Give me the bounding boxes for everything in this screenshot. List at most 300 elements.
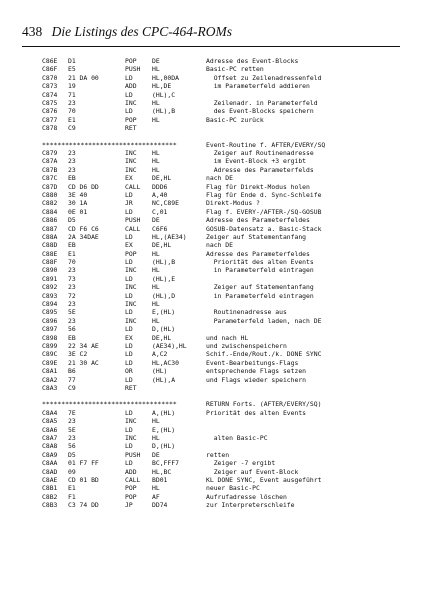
page-header xyxy=(22,24,397,44)
operands: HL xyxy=(152,266,160,275)
comment: nach DE xyxy=(206,174,233,183)
mnemonic: EX xyxy=(125,333,133,342)
comment: Offset zu Zeilenadressenfeld xyxy=(206,73,322,82)
operands: HL,00DA xyxy=(152,73,179,82)
comment: Flag für Direkt-Modus holen xyxy=(206,182,310,191)
mnemonic: LD xyxy=(125,190,133,199)
opcode-bytes: EB xyxy=(68,333,76,342)
address: C86E xyxy=(42,57,58,65)
mnemonic: POP xyxy=(125,484,137,493)
operands: HL xyxy=(152,65,160,74)
address: C8A2 xyxy=(42,375,58,384)
mnemonic: EX xyxy=(125,174,133,183)
listing-line xyxy=(42,334,412,342)
operands: HL,AC30 xyxy=(152,358,179,367)
listing-line xyxy=(42,409,412,417)
operands: DE xyxy=(152,450,160,459)
address: C891 xyxy=(42,274,58,283)
mnemonic: INC xyxy=(125,157,137,166)
operands: AF xyxy=(152,492,160,501)
address: C87D xyxy=(42,182,58,191)
listing-block xyxy=(42,57,412,133)
address: C89C xyxy=(42,350,58,359)
page-number: 438 xyxy=(22,24,43,39)
header-rule xyxy=(22,46,400,47)
comment: Zeiger auf Statementanfang xyxy=(206,232,307,241)
operands: DDD6 xyxy=(152,182,168,191)
listing-line xyxy=(42,82,412,90)
listing-line xyxy=(42,484,412,492)
address: *********************************** xyxy=(42,140,177,149)
address: *********************************** xyxy=(42,400,177,409)
mnemonic: LD xyxy=(125,207,133,216)
address: C899 xyxy=(42,341,58,350)
opcode-bytes: 23 xyxy=(68,417,76,426)
comment: in Parameterfeld eintragen xyxy=(206,291,314,300)
comment: im Event-Block +3 ergibt xyxy=(206,157,307,166)
opcode-bytes: E1 xyxy=(68,484,76,493)
address: C878 xyxy=(42,124,58,133)
listing-line xyxy=(42,99,412,107)
opcode-bytes: C9 xyxy=(68,383,76,392)
operands: (AE34),HL xyxy=(152,341,187,350)
address: C879 xyxy=(42,149,58,157)
operands: (HL),D xyxy=(152,291,176,300)
opcode-bytes: 56 xyxy=(68,325,76,334)
address: C88F xyxy=(42,258,58,267)
address: C890 xyxy=(42,266,58,275)
mnemonic: RET xyxy=(125,124,137,133)
opcode-bytes: CD 01 BD xyxy=(68,475,99,484)
operands: E,(HL) xyxy=(152,425,176,434)
operands: HL xyxy=(152,157,160,166)
address: C896 xyxy=(42,316,58,325)
listing-line xyxy=(42,493,412,501)
mnemonic: POP xyxy=(125,115,137,124)
opcode-bytes: 77 xyxy=(68,375,76,384)
address: C87B xyxy=(42,165,58,174)
listing-line xyxy=(42,426,412,434)
mnemonic: CALL xyxy=(125,475,141,484)
comment: Zeiger auf Statementanfang xyxy=(206,283,314,292)
comment: Basic-PC zurück xyxy=(206,115,264,124)
mnemonic: POP xyxy=(125,249,137,258)
mnemonic: LD xyxy=(125,73,133,82)
listing-line xyxy=(42,417,412,425)
address: C882 xyxy=(42,199,58,208)
listing-line xyxy=(42,124,412,132)
mnemonic: OR xyxy=(125,367,133,376)
mnemonic: LD xyxy=(125,107,133,116)
opcode-bytes: 73 xyxy=(68,274,76,283)
comment: KL DONE SYNC, Event ausgeführt xyxy=(206,475,322,484)
address: C86F xyxy=(42,65,58,74)
mnemonic: INC xyxy=(125,300,137,309)
address: C8A3 xyxy=(42,383,58,392)
address: C87A xyxy=(42,157,58,166)
mnemonic: INC xyxy=(125,316,137,325)
opcode-bytes: 21 30 AC xyxy=(68,358,99,367)
opcode-bytes: 56 xyxy=(68,442,76,451)
listing-line xyxy=(42,57,412,65)
operands: HL xyxy=(152,484,160,493)
listing-line xyxy=(42,266,412,274)
opcode-bytes: EB xyxy=(68,174,76,183)
listing-line xyxy=(42,292,412,300)
operands: HL xyxy=(152,98,160,107)
operands: DE,HL xyxy=(152,174,172,183)
listing-line xyxy=(42,275,412,283)
operands: DE,HL xyxy=(152,333,172,342)
address: C8A4 xyxy=(42,408,58,417)
mnemonic: LD xyxy=(125,459,133,468)
listing-line xyxy=(42,149,412,157)
mnemonic: LD xyxy=(125,325,133,334)
listing-line xyxy=(42,241,412,249)
mnemonic: EX xyxy=(125,241,133,250)
operands: HL xyxy=(152,417,160,426)
opcode-bytes: 7E xyxy=(68,408,76,417)
operands: (HL),E xyxy=(152,274,176,283)
mnemonic: ADD xyxy=(125,82,137,91)
address: C880 xyxy=(42,190,58,199)
operands: A,(HL) xyxy=(152,408,176,417)
comment: Flag für Ende d. Sync-Schleife xyxy=(206,190,322,199)
mnemonic: LD xyxy=(125,90,133,99)
mnemonic: LD xyxy=(125,274,133,283)
mnemonic: LD xyxy=(125,232,133,241)
mnemonic: LD xyxy=(125,358,133,367)
operands: DE xyxy=(152,57,160,65)
comment: Flag f. EVERY-/AFTER-/SQ-GOSUB xyxy=(206,207,322,216)
opcode-bytes: 5E xyxy=(68,425,76,434)
mnemonic: ADD xyxy=(125,467,137,476)
operands: A,40 xyxy=(152,190,168,199)
address: C884 xyxy=(42,207,58,216)
opcode-bytes: 23 xyxy=(68,98,76,107)
operands: D,(HL) xyxy=(152,442,176,451)
listing-line xyxy=(42,225,412,233)
comment: Basic-PC retten xyxy=(206,65,264,74)
comment: im Parameterfeld addieren xyxy=(206,82,310,91)
mnemonic: CALL xyxy=(125,224,141,233)
address: C8AA xyxy=(42,459,58,468)
operands: HL xyxy=(152,115,160,124)
opcode-bytes: 71 xyxy=(68,90,76,99)
operands: A,C2 xyxy=(152,350,168,359)
address: C887 xyxy=(42,224,58,233)
address: C870 xyxy=(42,73,58,82)
listing-line xyxy=(42,258,412,266)
listing-line xyxy=(42,166,412,174)
listing-line xyxy=(42,208,412,216)
listing-line xyxy=(42,501,412,509)
operands: DD74 xyxy=(152,501,168,510)
listing-line xyxy=(42,107,412,115)
address: C8A5 xyxy=(42,417,58,426)
address: C877 xyxy=(42,115,58,124)
listing-line xyxy=(42,157,412,165)
opcode-bytes: 09 xyxy=(68,467,76,476)
listing-line xyxy=(42,476,412,484)
operands: DE,HL xyxy=(152,241,172,250)
mnemonic: RET xyxy=(125,383,137,392)
opcode-bytes: 01 F7 FF xyxy=(68,459,99,468)
listing-line xyxy=(42,141,412,149)
address: C898 xyxy=(42,333,58,342)
comment: RETURN Forts. (AFTER/EVERY/SQ) xyxy=(206,400,322,409)
listing-line xyxy=(42,367,412,375)
comment: retten xyxy=(206,450,230,459)
opcode-bytes: CD D6 DD xyxy=(68,182,99,191)
operands: (HL),B xyxy=(152,258,176,267)
operands: HL xyxy=(152,316,160,325)
listing-block xyxy=(42,141,412,393)
operands: HL xyxy=(152,249,160,258)
comment: Aufrufadresse löschen xyxy=(206,492,287,501)
operands: DE xyxy=(152,216,160,225)
comment: in Parameterfeld eintragen xyxy=(206,266,314,275)
mnemonic: LD xyxy=(125,425,133,434)
opcode-bytes: 3E 40 xyxy=(68,190,88,199)
address: C88A xyxy=(42,232,58,241)
opcode-bytes: B6 xyxy=(68,367,76,376)
listing-line xyxy=(42,384,412,392)
comment: entsprechende Flags setzen xyxy=(206,367,307,376)
listing-line xyxy=(42,459,412,467)
listing-line xyxy=(42,74,412,82)
listing-line xyxy=(42,283,412,291)
mnemonic: LD xyxy=(125,291,133,300)
comment: Adresse des Parameterfelds xyxy=(206,165,314,174)
operands: BC,FFF7 xyxy=(152,459,179,468)
opcode-bytes: 23 xyxy=(68,266,76,275)
address: C876 xyxy=(42,107,58,116)
mnemonic: LD xyxy=(125,350,133,359)
operands: HL xyxy=(152,283,160,292)
comment: nach DE xyxy=(206,241,233,250)
operands: HL,BC xyxy=(152,467,172,476)
comment: des Event-Blocks speichern xyxy=(206,107,314,116)
opcode-bytes: 21 DA 00 xyxy=(68,73,99,82)
operands: C6F6 xyxy=(152,224,168,233)
comment: Priorität des alten Events xyxy=(206,408,307,417)
listing-line xyxy=(42,342,412,350)
address: C8B3 xyxy=(42,501,58,510)
mnemonic: INC xyxy=(125,149,137,157)
address: C897 xyxy=(42,325,58,334)
mnemonic: INC xyxy=(125,417,137,426)
opcode-bytes: E1 xyxy=(68,115,76,124)
operands: HL xyxy=(152,149,160,157)
operands: HL xyxy=(152,300,160,309)
opcode-bytes: 30 1A xyxy=(68,199,88,208)
listing-line xyxy=(42,468,412,476)
address: C8A6 xyxy=(42,425,58,434)
address: C8B1 xyxy=(42,484,58,493)
mnemonic: INC xyxy=(125,266,137,275)
opcode-bytes: CD F6 C6 xyxy=(68,224,99,233)
opcode-bytes: 2A 34DAE xyxy=(68,232,99,241)
comment: Adresse des Parameterfeldes xyxy=(206,249,310,258)
mnemonic: INC xyxy=(125,283,137,292)
operands: HL,(AE34) xyxy=(152,232,187,241)
operands: C,01 xyxy=(152,207,168,216)
listing-line xyxy=(42,442,412,450)
listing-line xyxy=(42,434,412,442)
address: C8B2 xyxy=(42,492,58,501)
operands: (HL),B xyxy=(152,107,176,116)
address: C88D xyxy=(42,241,58,250)
opcode-bytes: EB xyxy=(68,241,76,250)
opcode-bytes: 23 xyxy=(68,283,76,292)
opcode-bytes: E5 xyxy=(68,65,76,74)
opcode-bytes: 23 xyxy=(68,316,76,325)
listing-line xyxy=(42,400,412,408)
comment: und nach HL xyxy=(206,333,249,342)
mnemonic: INC xyxy=(125,165,137,174)
opcode-bytes: 70 xyxy=(68,107,76,116)
opcode-bytes: 3E C2 xyxy=(68,350,88,359)
comment: Adresse des Event-Blocks xyxy=(206,57,299,65)
comment: neuer Basic-PC xyxy=(206,484,260,493)
address: C87C xyxy=(42,174,58,183)
opcode-bytes: 72 xyxy=(68,291,76,300)
listing-line xyxy=(42,233,412,241)
comment: Event-Bearbeitungs-Flags xyxy=(206,358,299,367)
comment: und Flags wieder speichern xyxy=(206,375,307,384)
comment: Priorität des alten Events xyxy=(206,258,314,267)
operands: HL,DE xyxy=(152,82,172,91)
address: C873 xyxy=(42,82,58,91)
address: C8A9 xyxy=(42,450,58,459)
opcode-bytes: D1 xyxy=(68,57,76,65)
listing-line xyxy=(42,91,412,99)
opcode-bytes: F1 xyxy=(68,492,76,501)
operands: (HL),A xyxy=(152,375,176,384)
address: C892 xyxy=(42,283,58,292)
mnemonic: POP xyxy=(125,57,137,65)
mnemonic: PUSH xyxy=(125,65,141,74)
opcode-bytes: 5E xyxy=(68,308,76,317)
opcode-bytes: E1 xyxy=(68,249,76,258)
mnemonic: CALL xyxy=(125,182,141,191)
mnemonic: JR xyxy=(125,199,133,208)
mnemonic: INC xyxy=(125,433,137,442)
listing-line xyxy=(42,250,412,258)
comment: zur Interpreterschleife xyxy=(206,501,295,510)
mnemonic: LD xyxy=(125,308,133,317)
opcode-bytes: C9 xyxy=(68,124,76,133)
address: C8AD xyxy=(42,467,58,476)
comment: alten Basic-PC xyxy=(206,433,268,442)
comment: Zeiger auf Routinenadresse xyxy=(206,149,314,157)
address: C875 xyxy=(42,98,58,107)
comment: Event-Routine f. AFTER/EVERY/SQ xyxy=(206,140,326,149)
comment: und zwischenspeichern xyxy=(206,341,287,350)
address: C88E xyxy=(42,249,58,258)
assembly-listing xyxy=(42,57,412,518)
listing-line xyxy=(42,359,412,367)
listing-line xyxy=(42,199,412,207)
opcode-bytes: 0E 01 xyxy=(68,207,88,216)
operands: BD01 xyxy=(152,475,168,484)
opcode-bytes: 22 34 AE xyxy=(68,341,99,350)
opcode-bytes: 19 xyxy=(68,82,76,91)
listing-line xyxy=(42,65,412,73)
listing-line xyxy=(42,216,412,224)
operands: E,(HL) xyxy=(152,308,176,317)
mnemonic: PUSH xyxy=(125,216,141,225)
mnemonic: LD xyxy=(125,442,133,451)
opcode-bytes: C3 74 DD xyxy=(68,501,99,510)
listing-line xyxy=(42,174,412,182)
address: C8AE xyxy=(42,475,58,484)
mnemonic: LD xyxy=(125,408,133,417)
operands: NC,C89E xyxy=(152,199,179,208)
listing-line xyxy=(42,183,412,191)
address: C894 xyxy=(42,300,58,309)
comment: Zeilenadr. in Parameterfeld xyxy=(206,98,318,107)
comment: Parameterfeld laden, nach DE xyxy=(206,316,322,325)
mnemonic: LD xyxy=(125,341,133,350)
comment: Routinenadresse aus xyxy=(206,308,287,317)
listing-line xyxy=(42,350,412,358)
opcode-bytes: 70 xyxy=(68,258,76,267)
address: C8A8 xyxy=(42,442,58,451)
mnemonic: LD xyxy=(125,258,133,267)
mnemonic: JP xyxy=(125,501,133,510)
comment: Schif.-Ende/Rout./k. DONE SYNC xyxy=(206,350,322,359)
listing-line xyxy=(42,376,412,384)
comment: Zeiger -7 ergibt xyxy=(206,459,276,468)
opcode-bytes: 23 xyxy=(68,149,76,157)
operands: (HL) xyxy=(152,367,168,376)
address: C893 xyxy=(42,291,58,300)
address: C8A7 xyxy=(42,433,58,442)
opcode-bytes: 23 xyxy=(68,300,76,309)
comment: GOSUB-Datensatz a. Basic-Stack xyxy=(206,224,322,233)
comment: Zeiger auf Event-Block xyxy=(206,467,299,476)
listing-line xyxy=(42,116,412,124)
listing-line xyxy=(42,300,412,308)
address: C8A1 xyxy=(42,367,58,376)
opcode-bytes: 23 xyxy=(68,433,76,442)
opcode-bytes: 23 xyxy=(68,157,76,166)
operands: HL xyxy=(152,433,160,442)
address: C895 xyxy=(42,308,58,317)
opcode-bytes: 23 xyxy=(68,165,76,174)
listing-block xyxy=(42,400,412,509)
comment: Adresse des Parameterfeldes xyxy=(206,216,310,225)
operands: (HL),C xyxy=(152,90,176,99)
address: C874 xyxy=(42,90,58,99)
listing-line xyxy=(42,325,412,333)
address: C886 xyxy=(42,216,58,225)
listing-line xyxy=(42,191,412,199)
listing-line xyxy=(42,451,412,459)
mnemonic: POP xyxy=(125,492,137,501)
listing-line xyxy=(42,317,412,325)
listing-line xyxy=(42,308,412,316)
address: C89E xyxy=(42,358,58,367)
opcode-bytes: D5 xyxy=(68,216,76,225)
operands: D,(HL) xyxy=(152,325,176,334)
mnemonic: INC xyxy=(125,98,137,107)
mnemonic: PUSH xyxy=(125,450,141,459)
mnemonic: LD xyxy=(125,375,133,384)
comment: Direkt-Modus ? xyxy=(206,199,260,208)
